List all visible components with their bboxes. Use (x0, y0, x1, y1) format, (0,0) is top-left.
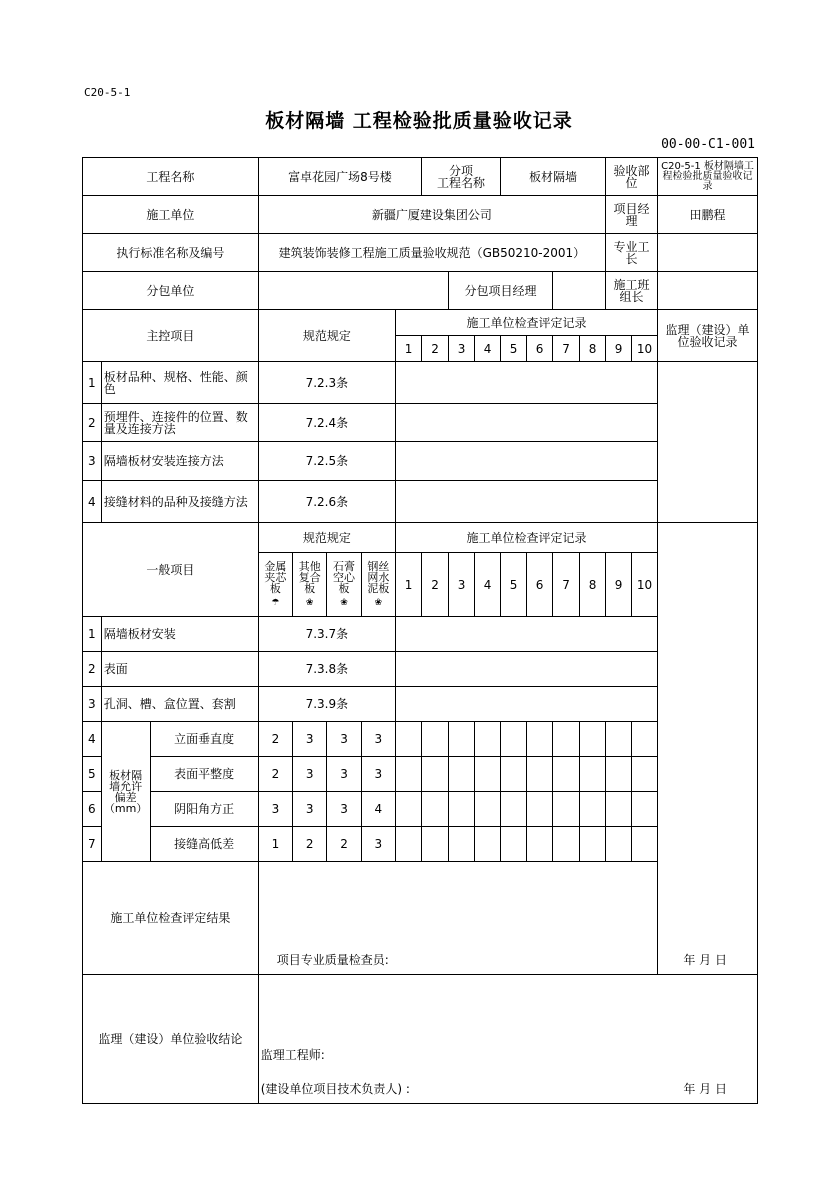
main-items-label: 主控项目 (83, 310, 259, 362)
col-6: 6 (527, 553, 553, 617)
tolerance-value: 3 (361, 827, 395, 862)
tolerance-value: 3 (361, 722, 395, 757)
project-name: 富卓花园广场8号楼 (258, 158, 421, 196)
col-2: 2 (422, 553, 449, 617)
info-row-contractor (83, 196, 758, 234)
sub-project: 板材隔墙 (501, 158, 606, 196)
item-no: 2 (83, 652, 102, 687)
result-row (83, 862, 758, 975)
page-title: 板材隔墙 工程检验批质量验收记录 (265, 110, 573, 132)
item-no: 4 (83, 481, 102, 523)
sub-project-label: 分项 工程名称 (422, 158, 501, 196)
record-cell (606, 722, 632, 757)
tolerance-value: 3 (327, 757, 361, 792)
record-cell (475, 757, 501, 792)
item-record (395, 362, 657, 404)
record-cell (395, 722, 421, 757)
tolerance-value: 3 (327, 722, 361, 757)
item-record (395, 652, 657, 687)
col-9: 9 (606, 336, 632, 362)
item-name: 隔墙板材安装连接方法 (101, 442, 258, 481)
record-cell (606, 792, 632, 827)
col-6: 6 (527, 336, 553, 362)
item-no: 1 (83, 617, 102, 652)
standard: 建筑装饰装修工程施工质量验收规范（GB50210-2001） (258, 234, 605, 272)
tolerance-value: 2 (258, 757, 292, 792)
col-2: 2 (422, 336, 449, 362)
record-cell (501, 757, 527, 792)
general-spec-label: 规范规定 (258, 523, 395, 553)
subcontractor-label: 分包单位 (83, 272, 259, 310)
tolerance-row (83, 792, 758, 827)
col-1: 1 (395, 336, 421, 362)
team-leader (658, 272, 758, 310)
board-type-wire-mesh-cement: 钢丝网水泥板 ❀ (361, 553, 395, 617)
tolerance-value: 1 (258, 827, 292, 862)
tolerance-value: 3 (293, 722, 327, 757)
record-cell (553, 757, 580, 792)
record-cell (422, 792, 449, 827)
result-date: 年 月 日 (683, 953, 727, 967)
tolerance-value: 3 (293, 792, 327, 827)
record-cell (527, 722, 553, 757)
pm: 田鹏程 (658, 196, 758, 234)
item-spec: 7.2.4条 (258, 404, 395, 442)
record-cell (606, 827, 632, 862)
col-10: 10 (632, 553, 658, 617)
supervisor-label: 监理（建设）单位验收记录 (658, 310, 758, 362)
general-check-record-label: 施工单位检查评定记录 (395, 523, 657, 553)
tolerance-value: 2 (258, 722, 292, 757)
table-row (83, 481, 758, 523)
flower-icon: ❀ (340, 597, 348, 608)
col-10: 10 (632, 336, 658, 362)
foreman (658, 234, 758, 272)
item-name: 接缝材料的品种及接缝方法 (101, 481, 258, 523)
record-cell (527, 792, 553, 827)
table-row (83, 617, 758, 652)
tolerance-row (83, 827, 758, 862)
record-cell (632, 757, 658, 792)
acceptance-part-label: 验收部位 (606, 158, 658, 196)
item-no: 3 (83, 442, 102, 481)
tolerance-name: 表面平整度 (150, 757, 258, 792)
flower-icon: ❀ (305, 597, 314, 608)
info-row-standard (83, 234, 758, 272)
item-no: 6 (83, 792, 102, 827)
record-cell (527, 757, 553, 792)
item-name: 隔墙板材安装 (101, 617, 258, 652)
umbrella-icon: ☂ (271, 597, 280, 608)
item-no: 5 (83, 757, 102, 792)
item-no: 2 (83, 404, 102, 442)
supervisor-record (658, 362, 758, 523)
main-check-record-label: 施工单位检查评定记录 (395, 310, 657, 336)
contractor: 新疆广厦建设集团公司 (258, 196, 605, 234)
record-cell (449, 827, 475, 862)
record-cell (475, 722, 501, 757)
record-cell (580, 827, 606, 862)
tolerance-value: 3 (327, 792, 361, 827)
item-record (395, 617, 657, 652)
tolerance-value: 3 (258, 792, 292, 827)
item-spec: 7.2.5条 (258, 442, 395, 481)
record-cell (449, 722, 475, 757)
record-cell (606, 757, 632, 792)
table-row (83, 652, 758, 687)
record-cell (475, 827, 501, 862)
result-content (258, 862, 757, 975)
record-cell (553, 827, 580, 862)
item-name: 孔洞、槽、盒位置、套割 (101, 687, 258, 722)
item-no: 3 (83, 687, 102, 722)
sub-pm (553, 272, 606, 310)
record-cell (632, 722, 658, 757)
record-cell (395, 757, 421, 792)
board-type-metal-sandwich: 金属夹芯板 ☂ (258, 553, 292, 617)
info-row-project (83, 158, 758, 196)
item-no: 7 (83, 827, 102, 862)
inspector-label: 项目专业质量检查员: (276, 953, 389, 967)
owner-rep-label: (建设单位项目技术负责人) : (260, 1082, 410, 1096)
pm-label: 项目经理 (606, 196, 658, 234)
record-cell (422, 722, 449, 757)
record-cell (449, 757, 475, 792)
col-5: 5 (501, 336, 527, 362)
acceptance-part: C20-5-1 板材隔墙工程检验批质量验收记录 (658, 158, 758, 196)
foreman-label: 专业工长 (606, 234, 658, 272)
col-7: 7 (553, 553, 580, 617)
conclusion-date: 年 月 日 (683, 1082, 727, 1096)
record-cell (422, 827, 449, 862)
item-spec: 7.2.6条 (258, 481, 395, 523)
tolerance-name: 阴阳角方正 (150, 792, 258, 827)
board-type-gypsum-hollow: 石膏空心板 ❀ (327, 553, 361, 617)
sub-pm-label: 分包项目经理 (449, 272, 553, 310)
tolerance-row (83, 722, 758, 757)
record-cell (632, 827, 658, 862)
item-record (395, 404, 657, 442)
tolerance-value: 3 (293, 757, 327, 792)
item-spec: 7.3.8条 (258, 652, 395, 687)
board-type-composite: 其他复合板 ❀ (293, 553, 327, 617)
form-code: C20-5-1 (84, 86, 131, 99)
conclusion-label: 监理（建设）单位验收结论 (83, 975, 259, 1104)
item-record (395, 687, 657, 722)
col-1: 1 (395, 553, 421, 617)
subcontractor (258, 272, 448, 310)
general-items-label: 一般项目 (83, 523, 259, 617)
table-row (83, 404, 758, 442)
col-4: 4 (475, 553, 501, 617)
col-8: 8 (580, 336, 606, 362)
document-number: 00-00-C1-001 (661, 137, 755, 152)
inspection-record-table (82, 157, 758, 1104)
tolerance-name: 立面垂直度 (150, 722, 258, 757)
item-spec: 7.3.9条 (258, 687, 395, 722)
record-cell (501, 722, 527, 757)
col-9: 9 (606, 553, 632, 617)
record-cell (395, 792, 421, 827)
col-8: 8 (580, 553, 606, 617)
tolerance-value: 2 (293, 827, 327, 862)
tolerance-value: 4 (361, 792, 395, 827)
col-5: 5 (501, 553, 527, 617)
general-header-row (83, 523, 758, 553)
conclusion-row (83, 975, 758, 1104)
tolerance-value: 2 (327, 827, 361, 862)
contractor-label: 施工单位 (83, 196, 259, 234)
info-row-subcontractor (83, 272, 758, 310)
flower-icon: ❀ (374, 597, 383, 608)
record-cell (475, 792, 501, 827)
col-4: 4 (475, 336, 501, 362)
table-row (83, 687, 758, 722)
item-name: 表面 (101, 652, 258, 687)
record-cell (527, 827, 553, 862)
tolerance-row (83, 757, 758, 792)
item-record (395, 481, 657, 523)
main-spec-label: 规范规定 (258, 310, 395, 362)
record-cell (395, 827, 421, 862)
item-no: 4 (83, 722, 102, 757)
item-name: 预埋件、连接件的位置、数量及连接方法 (101, 404, 258, 442)
tolerance-value: 3 (361, 757, 395, 792)
tolerance-name: 接缝高低差 (150, 827, 258, 862)
record-cell (553, 722, 580, 757)
record-cell (449, 792, 475, 827)
record-cell (580, 722, 606, 757)
main-header-row (83, 310, 758, 336)
project-name-label: 工程名称 (83, 158, 259, 196)
table-row (83, 442, 758, 481)
conclusion-content (258, 975, 757, 1104)
record-cell (580, 792, 606, 827)
table-row (83, 362, 758, 404)
item-spec: 7.3.7条 (258, 617, 395, 652)
item-no: 1 (83, 362, 102, 404)
item-name: 板材品种、规格、性能、颜色 (101, 362, 258, 404)
record-cell (501, 827, 527, 862)
record-cell (632, 792, 658, 827)
record-cell (553, 792, 580, 827)
record-cell (580, 757, 606, 792)
result-label: 施工单位检查评定结果 (83, 862, 259, 975)
engineer-label: 监理工程师: (260, 1048, 325, 1062)
item-spec: 7.2.3条 (258, 362, 395, 404)
col-3: 3 (449, 553, 475, 617)
record-cell (501, 792, 527, 827)
col-7: 7 (553, 336, 580, 362)
item-record (395, 442, 657, 481)
tolerance-label: 板材隔墙允许偏差（mm） (101, 722, 150, 862)
team-leader-label: 施工班组长 (606, 272, 658, 310)
record-cell (422, 757, 449, 792)
standard-label: 执行标准名称及编号 (83, 234, 259, 272)
col-3: 3 (449, 336, 475, 362)
